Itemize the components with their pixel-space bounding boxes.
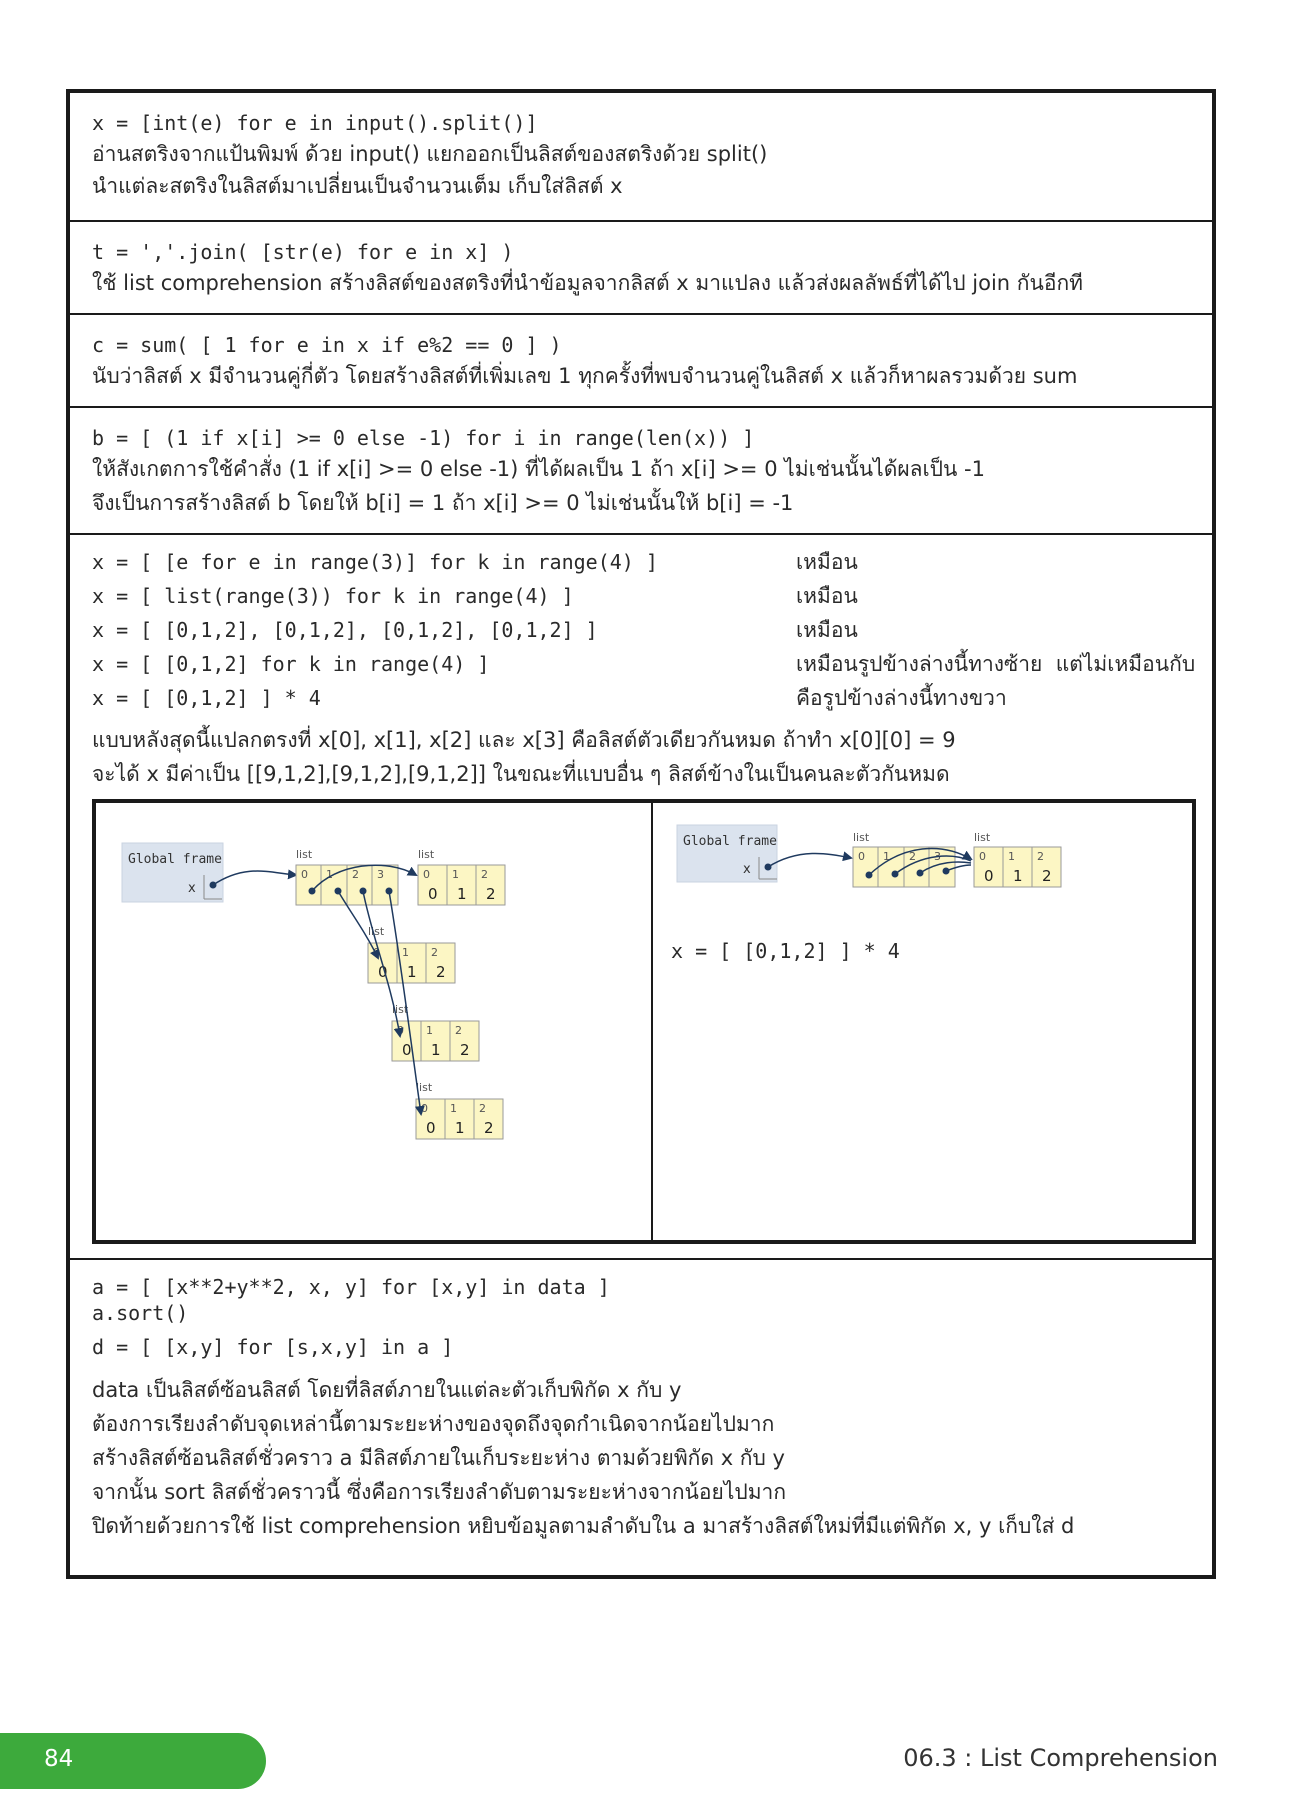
inner-list (392, 1003, 479, 1061)
index-label: 1 (326, 868, 333, 881)
svg-text:2: 2 (909, 850, 916, 863)
section-sort-by-distance (70, 1260, 1212, 1575)
global-frame (122, 843, 223, 902)
svg-text:0: 0 (979, 850, 986, 863)
svg-text:2: 2 (479, 1102, 486, 1115)
memory-diagram (92, 799, 1196, 1244)
svg-text:1: 1 (1008, 850, 1015, 863)
code-line: x = [ [0,1,2] for k in range(4) ] (92, 652, 490, 676)
pointer-arrow (213, 871, 296, 885)
explanation-line: จากนั้น sort ลิสต์ชั่วคราวนี้ ซึ่งคือการเรียงลำดับตามระยะห่างจากน้อยไปมาก (92, 1480, 787, 1504)
svg-text:1: 1 (431, 1041, 441, 1059)
note: เหมือนรูปข้างล่างนี้ทางซ้าย แต่ไม่เหมือนกับ (796, 652, 1196, 676)
variable-name: x (743, 862, 751, 877)
explanation-line: ให้สังเกตการใช้คำสั่ง (1 if x[i] >= 0 else -1) ที่ได้ผลเป็น 1 ถ้า x[i] >= 0 ไม่เช่นนั้นได้ผลเป็น -1 (92, 457, 985, 481)
note: คือรูปข้างล่างนี้ทางขวา (796, 686, 1007, 710)
svg-text:0: 0 (428, 885, 438, 903)
svg-text:0: 0 (426, 1119, 436, 1137)
explanation-line: สร้างลิสต์ซ้อนลิสต์ชั่วคราว a มีลิสต์ภายในเก็บระยะห่าง ตามด้วยพิกัด x กับ y (92, 1446, 785, 1470)
svg-text:2: 2 (484, 1119, 494, 1137)
svg-text:list: list (368, 925, 385, 938)
svg-text:2: 2 (486, 885, 496, 903)
inner-list (416, 1081, 503, 1139)
svg-text:3: 3 (934, 850, 941, 863)
shared-list-diagram (653, 803, 1198, 1240)
svg-text:2: 2 (481, 868, 488, 881)
code-line: a = [ [x**2+y**2, x, y] for [x,y] in data ] (92, 1275, 610, 1299)
section-nested-lists (70, 535, 1212, 1260)
explanation-line: นำแต่ละสตริงในลิสต์มาเปลี่ยนเป็นจำนวนเต็ม เก็บใส่ลิสต์ x (92, 174, 623, 198)
code-line: x = [int(e) for e in input().split()] (92, 111, 538, 135)
svg-text:list: list (392, 1003, 409, 1016)
frame-label: Global frame (128, 852, 222, 867)
code-line: t = ','.join( [str(e) for e in x] ) (92, 240, 514, 264)
section-sum-even (70, 315, 1212, 408)
svg-text:list: list (853, 831, 870, 844)
index-label: 3 (377, 868, 384, 881)
svg-text:0: 0 (373, 946, 380, 959)
svg-text:1: 1 (402, 946, 409, 959)
explanation-line: อ่านสตริงจากแป้นพิมพ์ ด้วย input() แยกออกเป็นลิสต์ของสตริงด้วย split() (92, 142, 768, 166)
section-conditional-expression (70, 408, 1212, 535)
diagram-caption: x = [ [0,1,2] ] * 4 (671, 939, 900, 963)
svg-text:2: 2 (1042, 867, 1052, 885)
frame-label: Global frame (683, 834, 777, 849)
explanation-line: ปิดท้ายด้วยการใช้ list comprehension หยิบข้อมูลตามลำดับใน a มาสร้างลิสต์ใหม่ที่มีแต่พิกัด x, y เก็บใส่ d (92, 1514, 1075, 1538)
svg-text:1: 1 (407, 963, 417, 981)
index-label: 2 (352, 868, 359, 881)
code-line: b = [ (1 if x[i] >= 0 else -1) for i in range(len(x)) ] (92, 426, 755, 450)
svg-text:2: 2 (431, 946, 438, 959)
svg-text:0: 0 (858, 850, 865, 863)
svg-text:1: 1 (883, 850, 890, 863)
explanation-line: จึงเป็นการสร้างลิสต์ b โดยให้ b[i] = 1 ถ้า x[i] >= 0 ไม่เช่นนั้นให้ b[i] = -1 (92, 491, 794, 515)
section-input-split (70, 93, 1212, 222)
page-number-badge (0, 1733, 266, 1789)
code-line: c = sum( [ 1 for e in x if e%2 == 0 ] ) (92, 333, 562, 357)
code-line: x = [ [e for e in range(3)] for k in range(4) ] (92, 550, 658, 574)
global-frame (677, 825, 777, 882)
code-line: x = [ [0,1,2], [0,1,2], [0,1,2], [0,1,2] ] (92, 618, 598, 642)
svg-text:0: 0 (984, 867, 994, 885)
svg-text:2: 2 (436, 963, 446, 981)
svg-text:1: 1 (426, 1024, 433, 1037)
svg-text:list: list (974, 831, 991, 844)
svg-text:0: 0 (423, 868, 430, 881)
code-line: d = [ [x,y] for [s,x,y] in a ] (92, 1335, 454, 1359)
variable-name: x (188, 881, 196, 896)
explanation-line: ใช้ list comprehension สร้างลิสต์ของสตริงที่นำข้อมูลจากลิสต์ x มาแปลง แล้วส่งผลลัพธ์ที่ได้ไป join กันอีกที (92, 271, 1083, 295)
note: เหมือน (796, 618, 858, 642)
svg-text:list: list (416, 1081, 433, 1094)
page-number: 84 (44, 1746, 74, 1772)
content-table (66, 89, 1216, 1579)
explanation-line: จะได้ x มีค่าเป็น [[9,1,2],[9,1,2],[9,1,2]] ในขณะที่แบบอื่น ๆ ลิสต์ข้างในเป็นคนละตัวกันหมด (92, 762, 950, 786)
svg-text:1: 1 (455, 1119, 465, 1137)
list-label: list (296, 848, 313, 861)
inner-list (368, 925, 455, 983)
svg-text:0: 0 (378, 963, 388, 981)
explanation-line: นับว่าลิสต์ x มีจำนวนคู่กี่ตัว โดยสร้างลิสต์ที่เพิ่มเลข 1 ทุกครั้งที่พบจำนวนคู่ในลิสต์ x แล้วก็หาผลรวมด้วย sum (92, 364, 1078, 388)
explanation-line: data เป็นลิสต์ซ้อนลิสต์ โดยที่ลิสต์ภายในแต่ละตัวเก็บพิกัด x กับ y (92, 1378, 682, 1402)
inner-list (418, 848, 505, 905)
svg-text:0: 0 (421, 1102, 428, 1115)
code-line: x = [ list(range(3)) for k in range(4) ] (92, 584, 574, 608)
section-join (70, 222, 1212, 315)
outer-list (296, 848, 398, 905)
svg-text:1: 1 (452, 868, 459, 881)
explanation-line: ต้องการเรียงลำดับจุดเหล่านี้ตามระยะห่างของจุดถึงจุดกำเนิดจากน้อยไปมาก (92, 1412, 775, 1436)
code-line: x = [ [0,1,2] ] * 4 (92, 686, 321, 710)
explanation-line: แบบหลังสุดนี้แปลกตรงที่ x[0], x[1], x[2] และ x[3] คือลิสต์ตัวเดียวกันหมด ถ้าทำ x[0][0] = 9 (92, 728, 956, 752)
index-label: 0 (301, 868, 308, 881)
svg-text:2: 2 (455, 1024, 462, 1037)
svg-text:1: 1 (450, 1102, 457, 1115)
separate-lists-diagram (96, 803, 646, 1240)
outer-list (853, 831, 955, 887)
svg-text:1: 1 (457, 885, 467, 903)
svg-text:0: 0 (402, 1041, 412, 1059)
svg-text:1: 1 (1013, 867, 1023, 885)
code-line: a.sort() (92, 1301, 189, 1325)
note: เหมือน (796, 584, 858, 608)
pointer-dot (210, 882, 217, 889)
svg-text:0: 0 (397, 1024, 404, 1037)
svg-text:2: 2 (460, 1041, 470, 1059)
chapter-title: 06.3 : List Comprehension (903, 1744, 1218, 1772)
svg-text:2: 2 (1037, 850, 1044, 863)
inner-list (974, 831, 1061, 887)
note: เหมือน (796, 550, 858, 574)
list-label: list (418, 848, 435, 861)
